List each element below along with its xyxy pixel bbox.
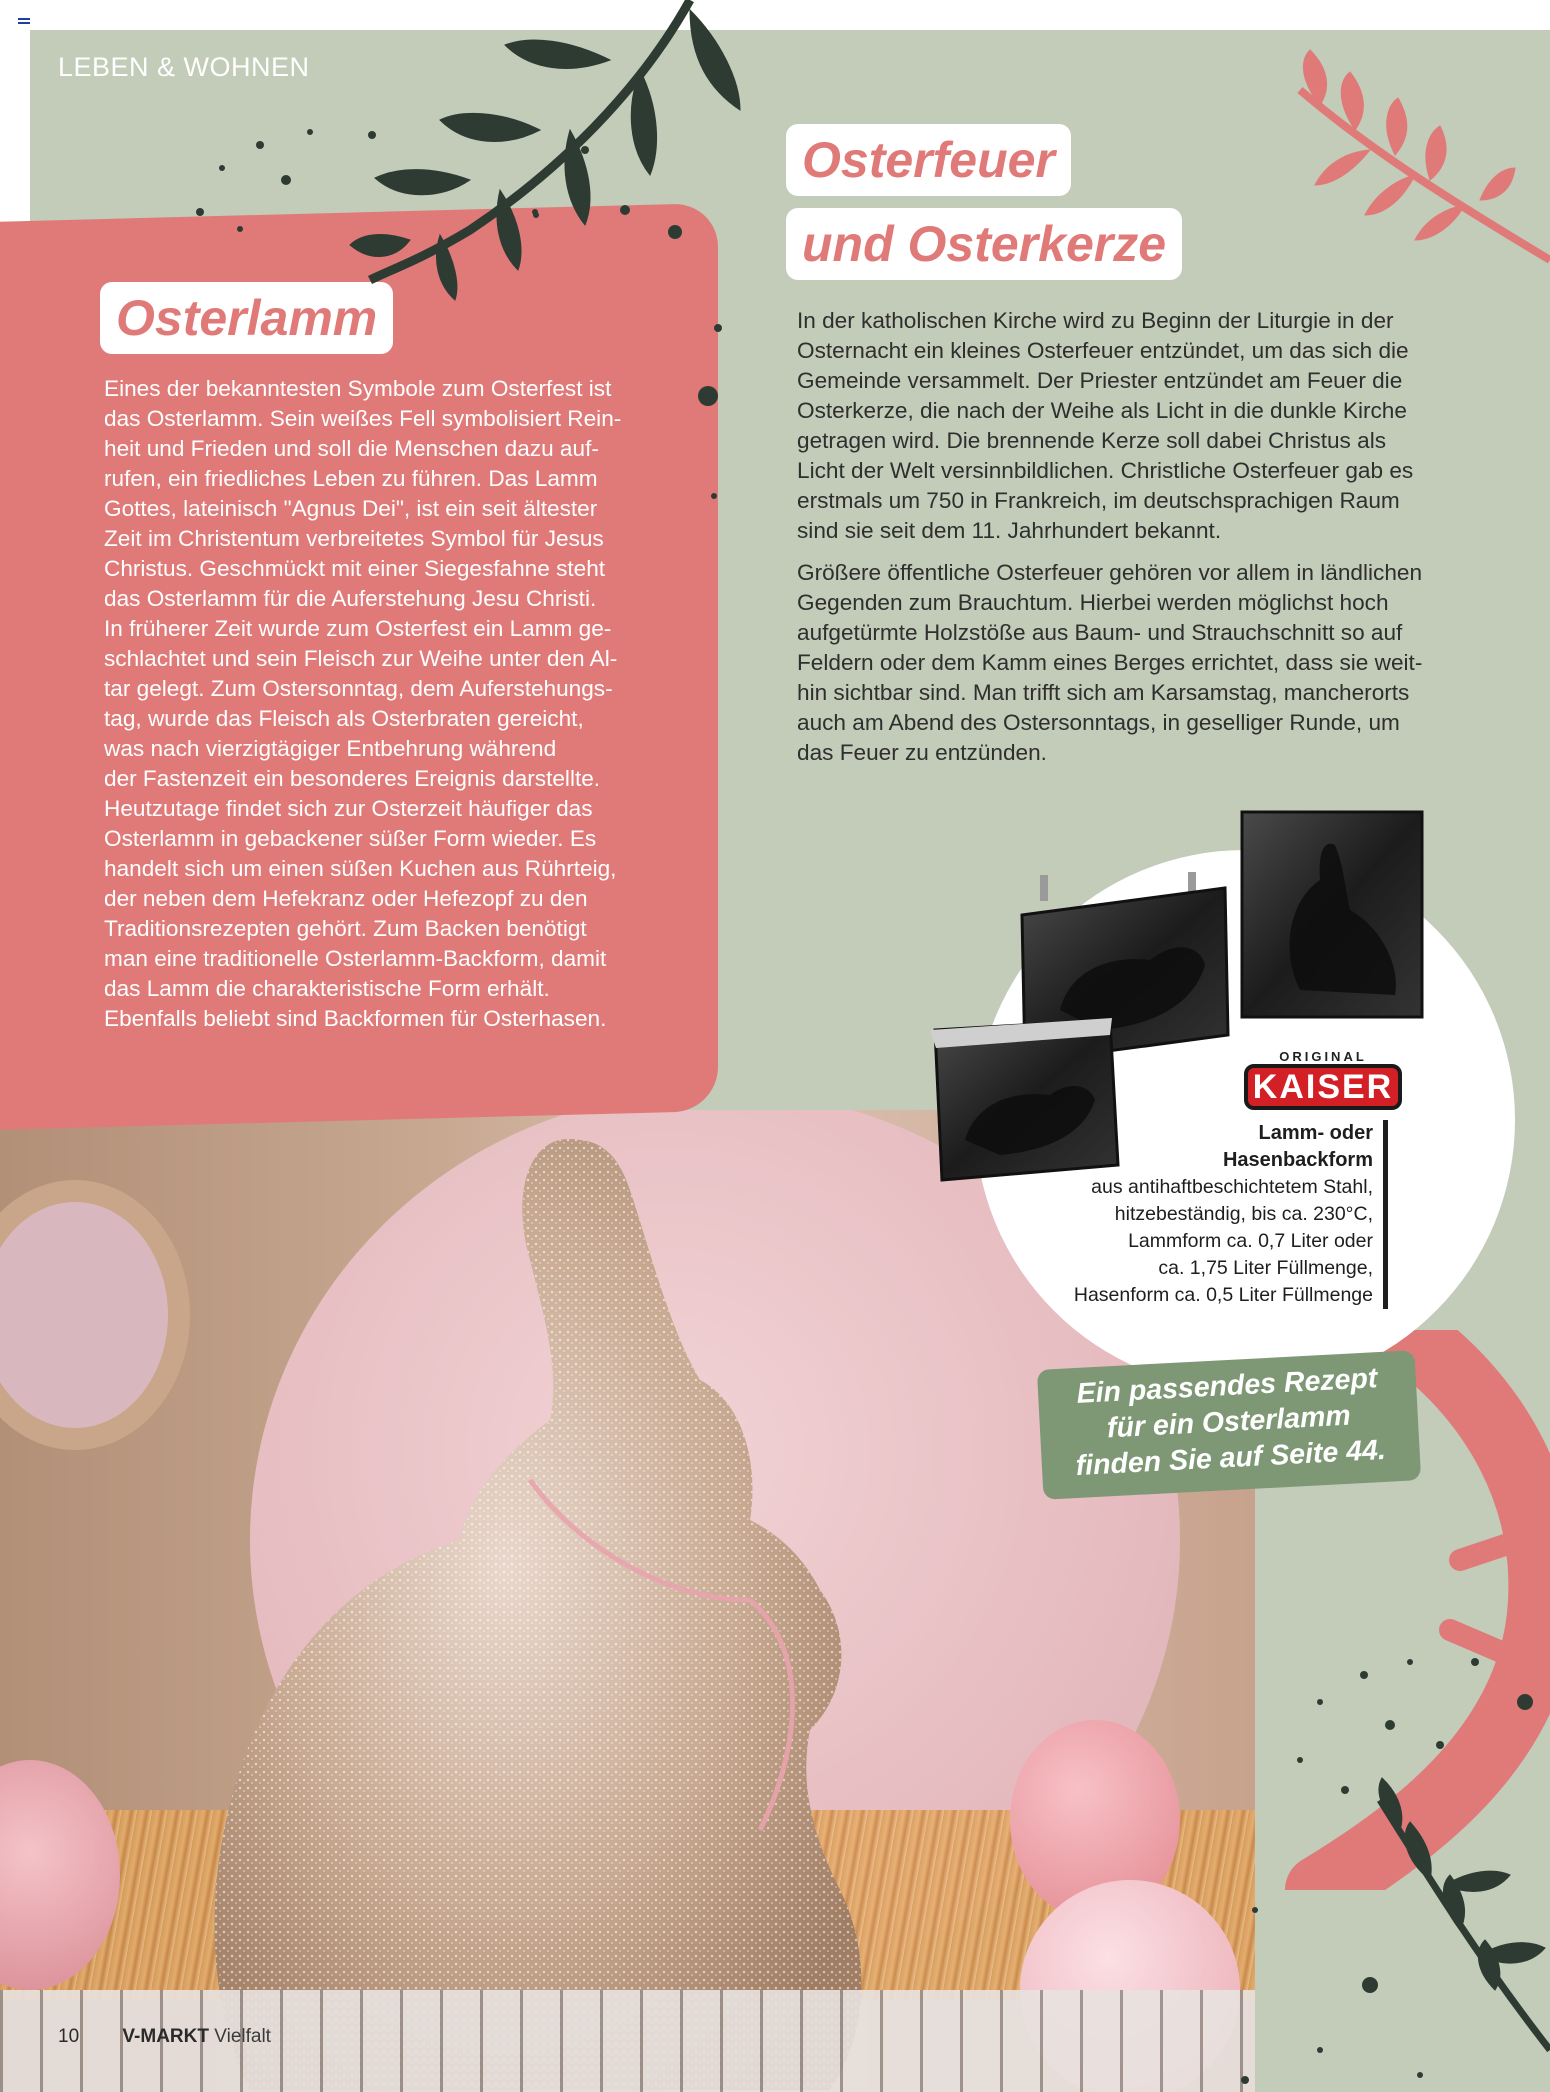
text-line: das Osterlamm für die Auferstehung Jesu Christi. <box>104 586 597 611</box>
product-name-line1: Lamm- oder <box>1258 1122 1373 1144</box>
text-line: Traditionsrezepten gehört. Zum Backen benötigt <box>104 916 587 941</box>
osterfeuer-title-line1: Osterfeuer <box>786 124 1071 196</box>
product-info <box>1020 1120 1388 1309</box>
logo-original-text: ORIGINAL <box>1279 1049 1367 1064</box>
bunny-mold <box>1242 812 1422 1017</box>
text-line: rufen, ein friedliches Leben zu führen. Das Lamm <box>104 466 598 491</box>
text-line: erstmals um 750 in Frankreich, im deutschsprachigen Raum <box>797 488 1400 513</box>
text-line: Feldern oder dem Kamm eines Berges errichtet, dass sie weit- <box>797 650 1423 675</box>
recipe-line2: für ein Osterlamm <box>1106 1399 1352 1445</box>
text-line: Christus. Geschmückt mit einer Siegesfahne steht <box>104 556 606 581</box>
osterfeuer-title-line2: und Osterkerze <box>786 208 1182 280</box>
text-line: Zeit im Christentum verbreitetes Symbol für Jesus <box>104 526 604 551</box>
text-line: sind sie seit dem 11. Jahrhundert bekannt. <box>797 518 1222 543</box>
text-line: Osternacht ein kleines Osterfeuer entzündet, um das sich die <box>797 338 1409 363</box>
text-line: das Lamm die charakteristische Form erhält. <box>104 976 550 1001</box>
text-line: der Fastenzeit ein besonderes Ereignis darstellte. <box>104 766 601 791</box>
text-line: Eines der bekanntesten Symbole zum Osterfest ist <box>104 376 612 401</box>
text-line: Gegenden zum Brauchtum. Hierbei werden möglichst hoch <box>797 590 1389 615</box>
footer-sub: Vielfalt <box>214 2026 271 2047</box>
text-line: Licht der Welt versinnbildlichen. Christliche Osterfeuer gab es <box>797 458 1414 483</box>
recipe-tag <box>1037 1350 1421 1500</box>
page-number: 10 <box>58 2026 80 2047</box>
text-line: tar gelegt. Zum Ostersonntag, dem Auferstehungs- <box>104 676 613 701</box>
text-line: hin sichtbar sind. Man trifft sich am Karsamstag, mancherorts <box>797 680 1410 705</box>
text-line: Größere öffentliche Osterfeuer gehören vor allem in ländlichen <box>797 560 1423 585</box>
text-line: aufgetürmte Holzstöße aus Baum- und Strauchschnitt so auf <box>797 620 1403 645</box>
text-line: heit und Frieden und soll die Menschen dazu auf- <box>104 436 599 461</box>
logo-kaiser-text: KAISER <box>1244 1064 1402 1110</box>
text-line: Heutzutage findet sich zur Osterzeit häufiger das <box>104 796 593 821</box>
text-line: Osterkerze, die nach der Weihe als Licht in die dunkle Kirche <box>797 398 1407 423</box>
footer-brand: V-MARKT <box>122 2026 209 2047</box>
text-line: Gottes, lateinisch "Agnus Dei", ist ein seit ältester <box>104 496 598 521</box>
product-detail: Lammform ca. 0,7 Liter oder <box>1128 1230 1373 1252</box>
text-line: getragen wird. Die brennende Kerze soll dabei Christus als <box>797 428 1387 453</box>
text-line: tag, wurde das Fleisch als Osterbraten gereicht, <box>104 706 584 731</box>
text-line: was nach vierzigtägiger Entbehrung während <box>104 736 557 761</box>
recipe-line1: Ein passendes Rezept <box>1075 1362 1379 1410</box>
recipe-line3: finden Sie auf Seite 44. <box>1074 1433 1387 1483</box>
text-line: der neben dem Hefekranz oder Hefezopf zu den <box>104 886 588 911</box>
product-name-line2: Hasenbackform <box>1222 1149 1373 1171</box>
text-line: Ebenfalls beliebt sind Backformen für Osterhasen. <box>104 1006 607 1031</box>
text-line: das Feuer zu entzünden. <box>797 740 1047 765</box>
product-detail: hitzebeständig, bis ca. 230°C, <box>1114 1203 1373 1225</box>
text-line: Gemeinde versammelt. Der Priester entzündet am Feuer die <box>797 368 1403 393</box>
kaiser-logo <box>1244 1050 1402 1110</box>
page-footer <box>58 2024 271 2050</box>
product-detail: ca. 1,75 Liter Füllmenge, <box>1158 1257 1373 1279</box>
text-line: handelt sich um einen süßen Kuchen aus Rührteig, <box>104 856 617 881</box>
text-line: man eine traditionelle Osterlamm-Backform, damit <box>104 946 607 971</box>
product-detail: aus antihaftbeschichtetem Stahl, <box>1091 1176 1373 1198</box>
osterlamm-title: Osterlamm <box>100 282 393 354</box>
text-line: auch am Abend des Ostersonntags, in geselliger Runde, um <box>797 710 1400 735</box>
text-line: Osterlamm in gebackener süßer Form wieder. Es <box>104 826 597 851</box>
text-line: In der katholischen Kirche wird zu Beginn der Liturgie in der <box>797 308 1394 333</box>
text-line: In früherer Zeit wurde zum Osterfest ein Lamm ge- <box>104 616 612 641</box>
product-detail: Hasenform ca. 0,5 Liter Füllmenge <box>1073 1284 1373 1306</box>
text-line: schlachtet und sein Fleisch zur Weihe unter den Al- <box>104 646 618 671</box>
text-line: das Osterlamm. Sein weißes Fell symbolisiert Rein- <box>104 406 622 431</box>
section-label: LEBEN & WOHNEN <box>58 52 310 82</box>
